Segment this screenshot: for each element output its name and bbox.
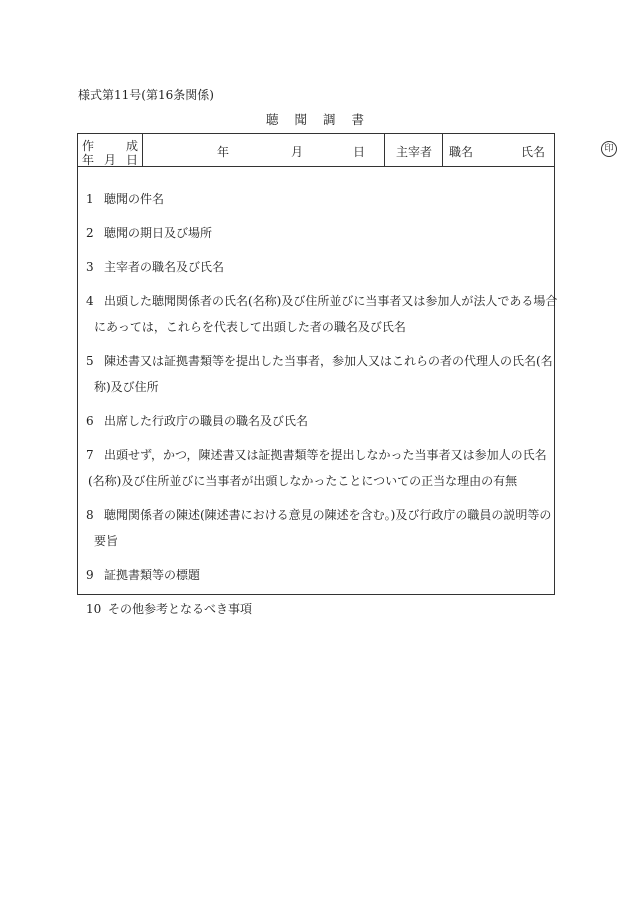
item-number: 5 — [86, 354, 94, 368]
item-text-continued: 要旨 — [94, 534, 119, 548]
header-row — [78, 134, 614, 167]
item-number: 1 — [86, 192, 94, 206]
date-label-char: 年 — [82, 153, 95, 167]
seal-icon: 印 — [601, 141, 617, 157]
item-text-continued: 称)及び住所 — [94, 380, 159, 394]
item-number: 2 — [86, 226, 94, 240]
hearing-record-frame — [77, 133, 614, 616]
title-char: 書 — [351, 112, 364, 127]
post-label: 職名 — [449, 145, 474, 159]
item-number: 4 — [86, 294, 94, 308]
item-text: 出頭せず，かつ，陳述書又は証拠書類等を提出しなかった当事者又は参加人の氏名 — [104, 448, 547, 462]
item-number: 7 — [86, 448, 94, 462]
made-label-char: 作 — [82, 139, 95, 153]
form-number: 様式第11号(第16条関係) — [78, 88, 214, 102]
item-text: 主宰者の職名及び氏名 — [104, 260, 225, 274]
title-char: 聴 — [265, 112, 279, 127]
item-number: 10 — [86, 602, 102, 616]
creation-date-field[interactable] — [143, 134, 385, 166]
date-label-char: 月 — [103, 153, 116, 167]
item-text: 聴聞の期日及び場所 — [104, 226, 213, 240]
title-char: 聞 — [294, 112, 307, 127]
document-title — [0, 110, 630, 128]
item-text-continued: (名称)及び住所並びに当事者が出頭しなかったことについての正当な理由の有無 — [88, 474, 518, 488]
item-number: 6 — [86, 414, 94, 428]
title-char: 調 — [322, 112, 336, 127]
presider-label-cell — [385, 134, 443, 166]
item-text: 出席した行政庁の職員の職名及び氏名 — [104, 414, 309, 428]
item-number: 9 — [86, 568, 94, 582]
item-text-continued: にあっては，これらを代表して出頭した者の職名及び氏名 — [94, 320, 406, 334]
item-text: 陳述書又は証拠書類等を提出した当事者，参加人又はこれらの者の代理人の氏名(名 — [104, 354, 553, 368]
item-text: 証拠書類等の標題 — [104, 568, 201, 582]
item-number: 3 — [86, 260, 94, 274]
item-text: 聴聞関係者の陳述(陳述書における意見の陳述を含む。)及び行政庁の職員の説明等の — [104, 508, 552, 522]
item-text: 出頭した聴聞関係者の氏名(名称)及び住所並びに当事者又は参加人が法人である場合 — [104, 294, 558, 308]
month-label: 月 — [291, 145, 304, 159]
item-text: 聴聞の件名 — [104, 192, 165, 206]
date-label-char: 日 — [125, 153, 138, 167]
made-label-char: 成 — [125, 139, 138, 153]
presider-label: 主宰者 — [395, 145, 432, 159]
presider-post-name-field[interactable] — [443, 134, 614, 166]
name-label: 氏名 — [521, 145, 546, 159]
year-label: 年 — [217, 145, 230, 159]
item-text: その他参考となるべき事項 — [108, 602, 253, 616]
item-number: 8 — [86, 508, 94, 522]
creation-date-label-cell — [78, 134, 143, 166]
day-label: 日 — [353, 145, 366, 159]
